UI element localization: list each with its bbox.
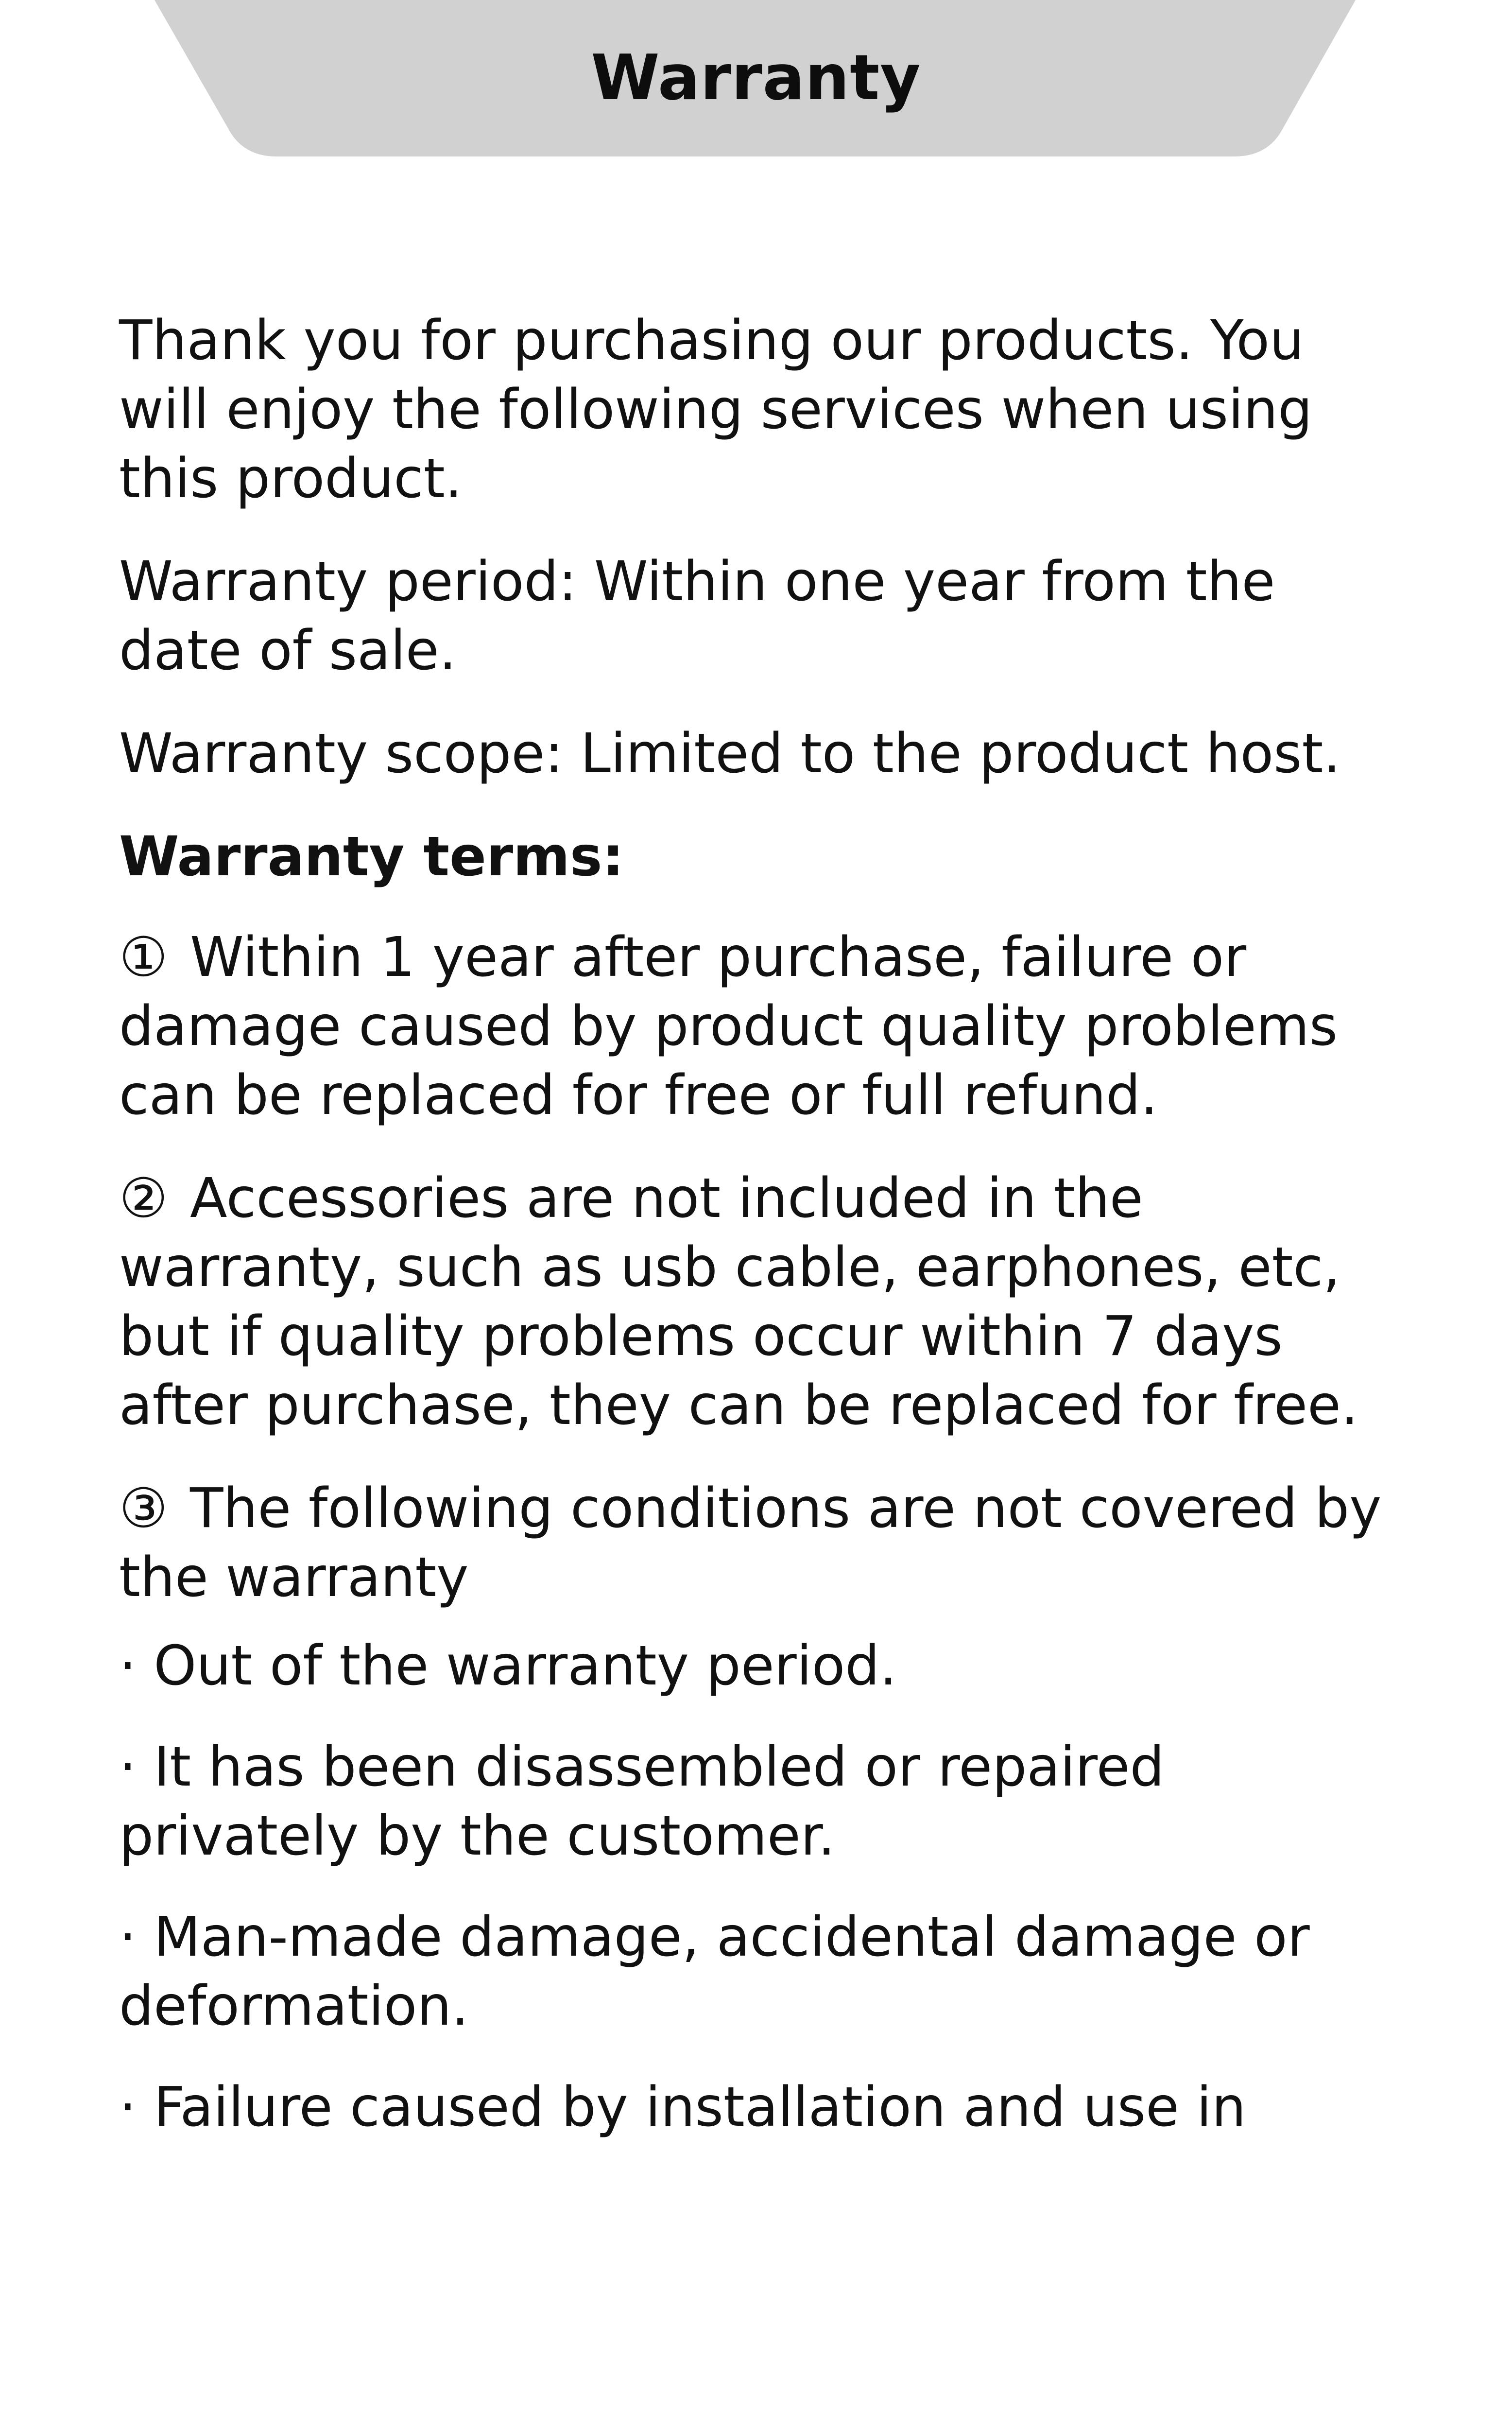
warranty-terms-heading: Warranty terms: [119, 825, 624, 888]
warranty-term-3 [119, 1474, 1392, 1612]
warranty-content [119, 306, 1392, 2174]
exclusion-item: · Man-made damage, accidental damage or deformation. [119, 1906, 1310, 2038]
intro-paragraph: Thank you for purchasing our products. You will enjoy the following services when using this product. [119, 309, 1313, 510]
page-title: Warranty [591, 42, 921, 114]
term-text-3: The following conditions are not covered by the warranty [119, 1477, 1382, 1609]
header-tab [0, 0, 1512, 156]
warranty-period: Warranty period: Within one year from the date of sale. [119, 550, 1275, 682]
exclusion-item: · It has been disassembled or repaired privately by the customer. [119, 1736, 1165, 1868]
warranty-term-1 [119, 923, 1392, 1130]
warranty-scope: Warranty scope: Limited to the product host. [119, 722, 1340, 785]
warranty-term-2 [119, 1164, 1392, 1440]
term-number-2: ② [119, 1167, 168, 1230]
term-text-2: Accessories are not included in the warranty, such as usb cable, earphones, etc, but if quality problems occur within 7 days after purchase, they can be replaced for free. [119, 1167, 1358, 1437]
term-number-3: ③ [119, 1477, 168, 1540]
term-number-1: ① [119, 926, 168, 989]
exclusion-item: · Failure caused by installation and use in [119, 2076, 1246, 2139]
term-text-1: Within 1 year after purchase, failure or damage caused by product quality problems can be replaced for free or full refund. [119, 926, 1338, 1127]
exclusion-item: · Out of the warranty period. [119, 1634, 897, 1698]
